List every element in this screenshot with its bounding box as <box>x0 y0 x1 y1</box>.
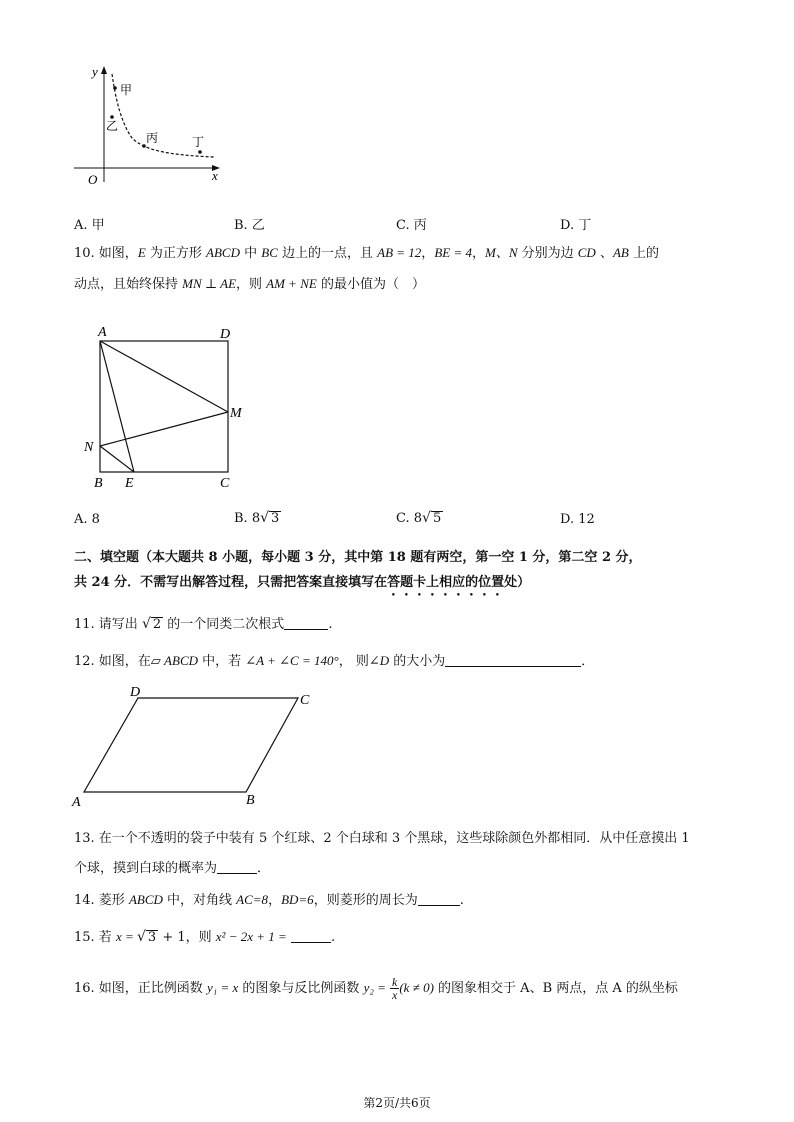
q9-point-jia <box>113 86 117 90</box>
q10-option-b: B. 8√ 3 <box>234 510 280 526</box>
q15-answer-blank[interactable] <box>291 930 331 943</box>
q11-text: 11. 请写出 √ 2 的一个同类二次根式 . <box>74 616 333 632</box>
section2-heading-line1: 二、填空题（本大题共 8 小题，每小题 3 分，其中第 18 题有两空，第一空 1 分，第二空 2 分， <box>74 550 642 565</box>
q9-y-label: y <box>92 64 98 79</box>
q10-label-m: M <box>230 406 242 421</box>
q10-text-line2: 动点，且始终保持 MN ⊥ AE，则 AM + NE 的最小值为（ ） <box>74 276 425 292</box>
q12-parallelogram-abcd <box>84 698 298 792</box>
q10-label-n: N <box>84 440 94 455</box>
page-footer: 第2页/共6页 <box>363 1096 431 1110</box>
q9-origin-label: O <box>88 172 98 187</box>
q9-option-b: B. 乙 <box>234 218 265 233</box>
q9-label-jia: 甲 <box>120 83 133 97</box>
q12-label-b: B <box>246 793 255 808</box>
q10-option-c: C. 8√ 5 <box>396 510 442 526</box>
q9-label-bing: 丙 <box>146 131 159 145</box>
q10-label-b: B <box>94 476 103 491</box>
q12-text: 12. 如图，在▱ ABCD 中，若 ∠A + ∠C = 140°， 则∠D 的大小为 ． <box>74 653 595 669</box>
q9-option-d: D. 丁 <box>560 218 592 233</box>
q9-label-yi: 乙 <box>106 119 119 133</box>
q10-label-c: C <box>220 476 230 491</box>
q10-label-e: E <box>125 476 134 491</box>
q10-label-a: A <box>98 325 107 340</box>
section2-heading-line2: 共 24 分．不需写出解答过程，只需把答案直接填写在答题卡上相应的位置处） <box>74 575 531 590</box>
q13-text-line2: 个球，摸到白球的概率为 ． <box>74 861 271 876</box>
q10-segment-ae <box>100 341 134 472</box>
q10-text-line1: 10. 如图，E 为正方形 ABCD 中 BC 边上的一点，且 AB = 12，BE = 4，M、N 分别为边 CD 、AB 上的 <box>74 245 659 261</box>
q10-square-abcd <box>100 341 228 472</box>
q10-label-d: D <box>220 327 231 342</box>
q12-label-a: A <box>72 795 81 810</box>
q12-label-c: C <box>300 693 310 708</box>
q9-option-c: C. 丙 <box>396 218 427 233</box>
q10-square-figure <box>80 322 260 492</box>
q9-x-label: x <box>212 168 218 183</box>
q14-text: 14. 菱形 ABCD 中，对角线 AC=8，BD=6，则菱形的周长为 . <box>74 892 464 908</box>
q9-graph <box>72 62 232 192</box>
q16-text: 16. 如图，正比例函数 y₁ = x 的图象与反比例函数 y₂ = $\frac{k}{x}$ (k ≠ 0) 的图象相交于 A、B 两点，点 A 的纵坐标 <box>74 975 678 1002</box>
q13-answer-blank[interactable] <box>217 861 257 874</box>
q10-option-a: A. 8 <box>74 512 100 527</box>
q12-parallelogram-figure <box>66 682 326 812</box>
q14-answer-blank[interactable] <box>418 893 460 906</box>
q12-label-d: D <box>130 685 141 700</box>
q11-answer-blank[interactable] <box>284 617 328 630</box>
q9-point-ding <box>198 150 202 154</box>
q10-segment-ne <box>100 446 134 472</box>
q10-option-d: D. 12 <box>560 512 595 527</box>
q12-answer-blank[interactable] <box>445 654 581 667</box>
q9-label-ding: 丁 <box>192 135 205 149</box>
q9-option-a: A. 甲 <box>74 218 105 233</box>
q15-text: 15. 若 x = √ 3 + 1，则 x² − 2x + 1 = . <box>74 929 336 945</box>
q16-fraction: $\frac{k}{x}$ <box>392 975 398 1002</box>
q10-segment-am <box>100 341 228 412</box>
q13-text-line1: 13. 在一个不透明的袋子中装有 5 个红球、2 个白球和 3 个黑球，这些球除颜色外都相同．从中任意摸出 1 <box>74 831 690 846</box>
